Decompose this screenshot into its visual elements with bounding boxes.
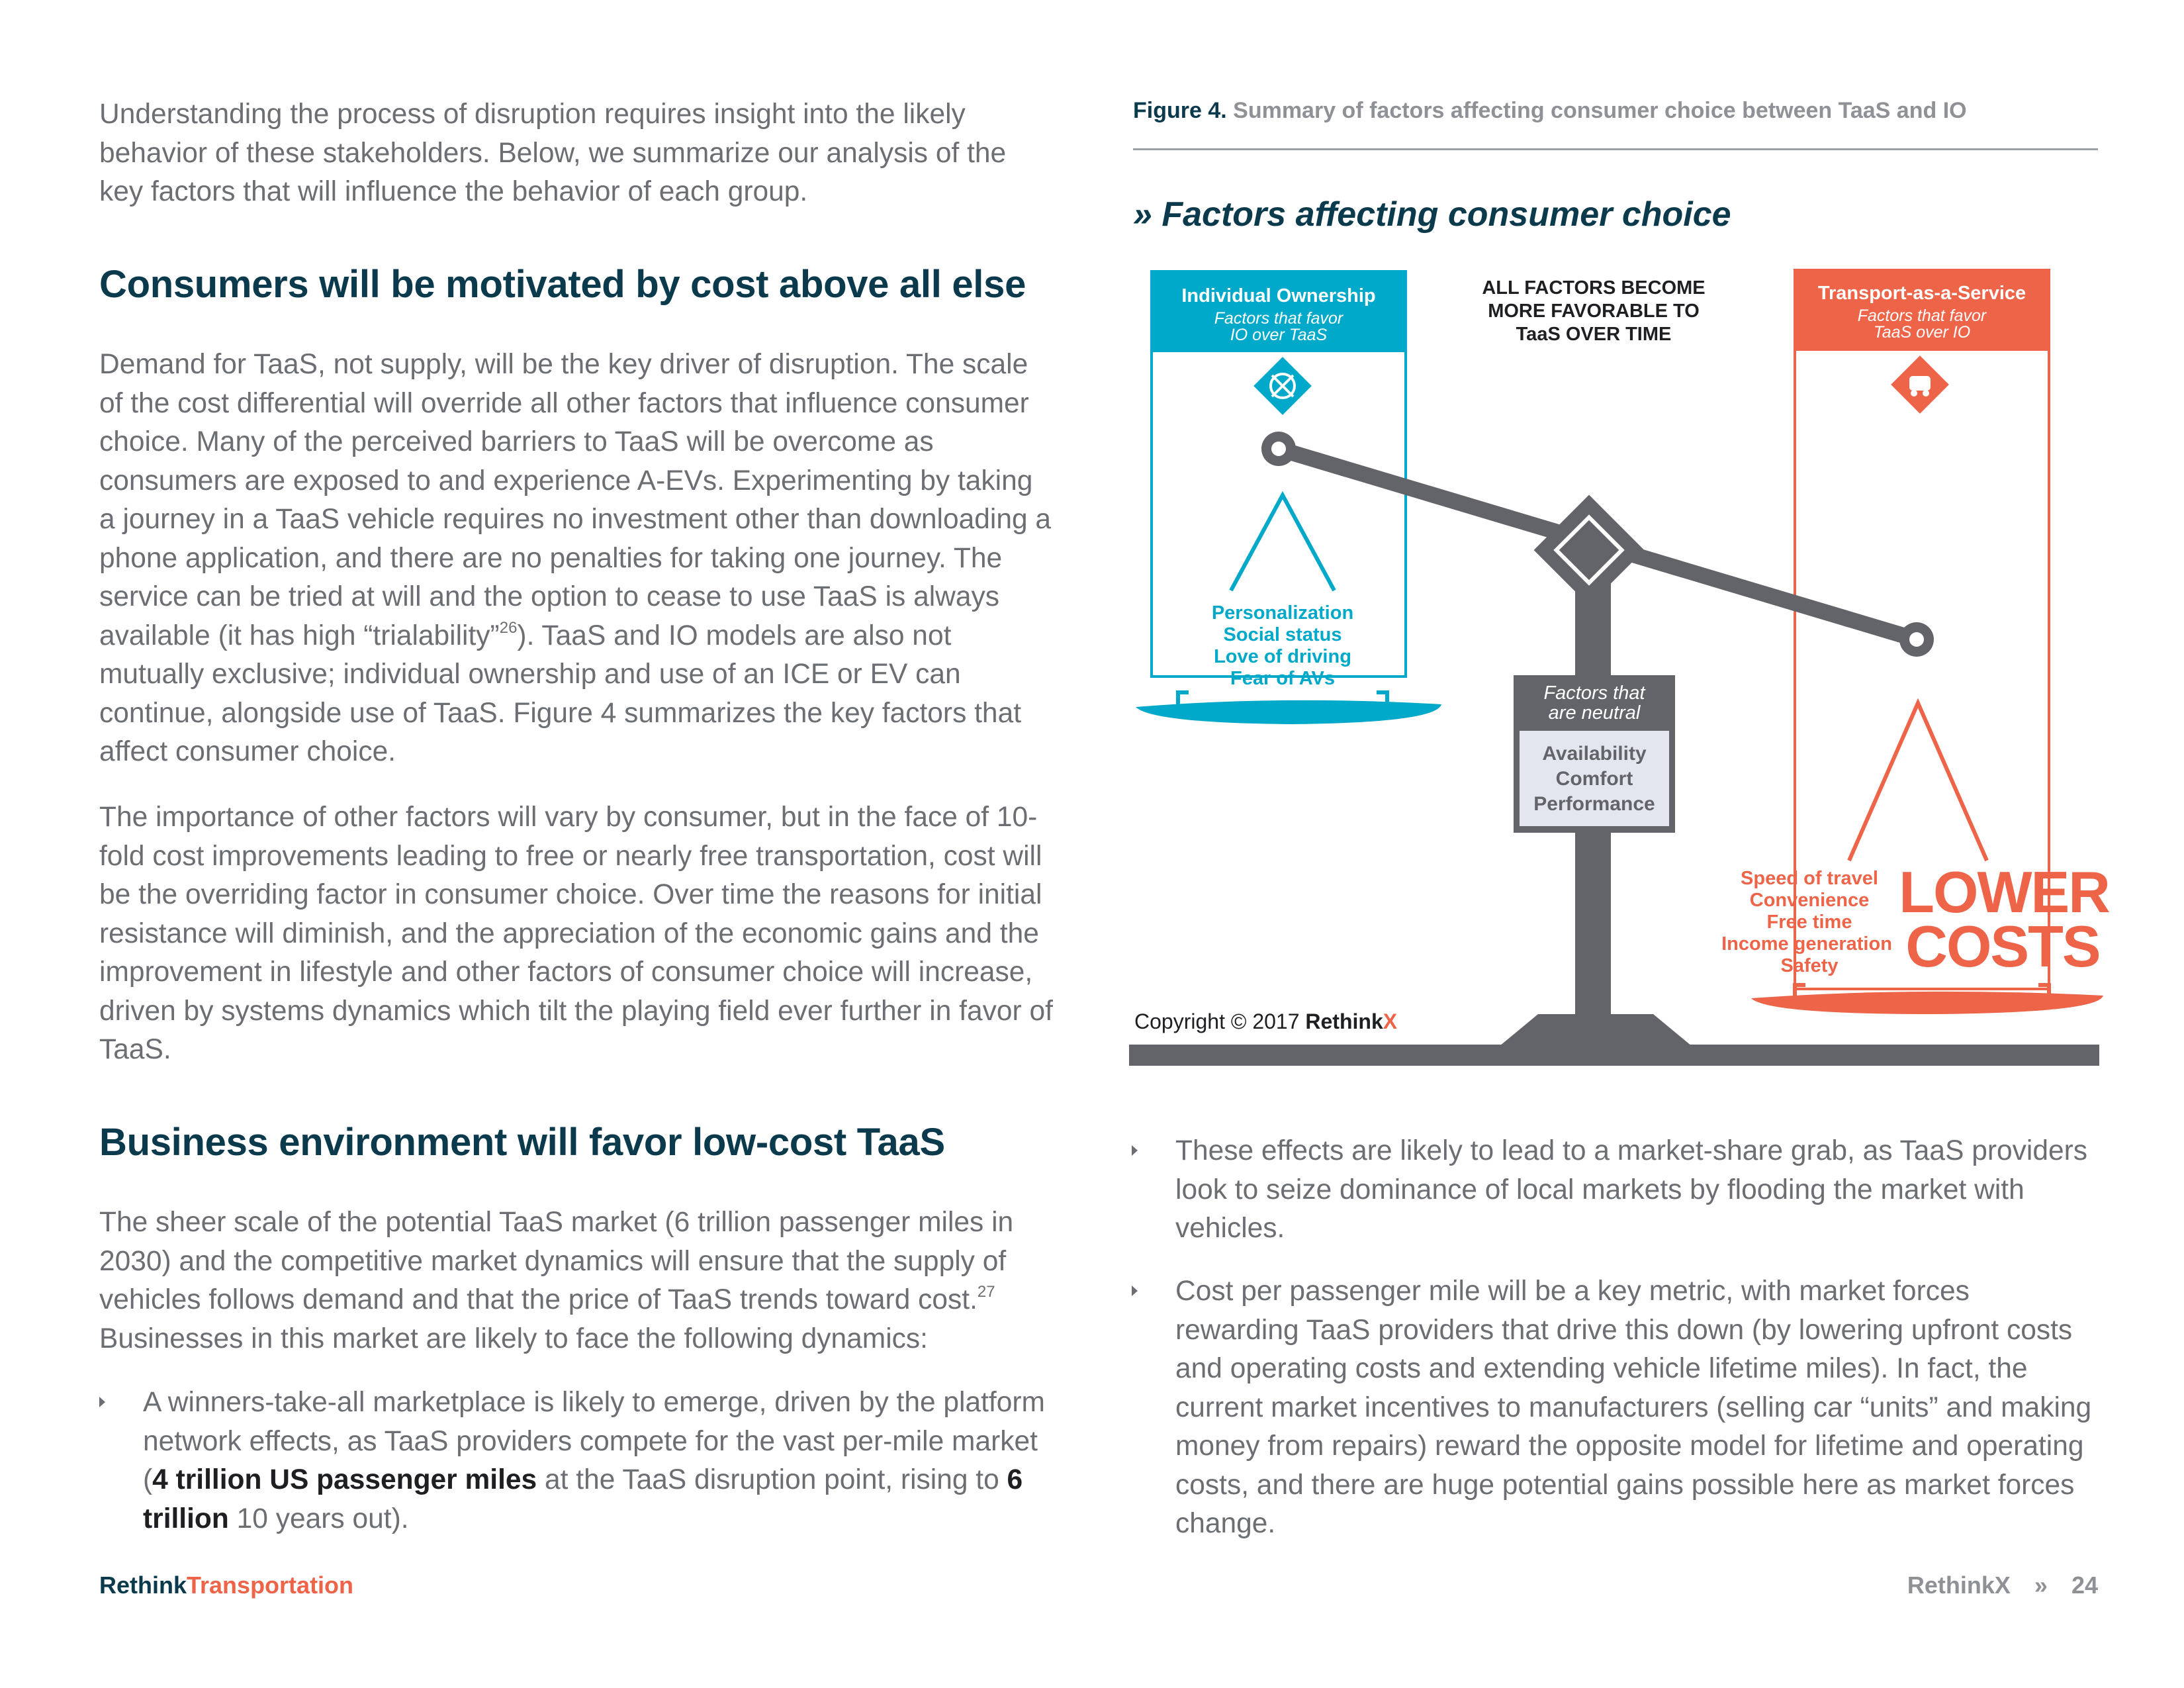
neutral-title-1: Factors that xyxy=(1543,682,1645,704)
taas-factor-2: Convenience xyxy=(1749,890,1870,911)
center-title-1: ALL FACTORS BECOME xyxy=(1482,277,1706,299)
consumer-choice-figure xyxy=(1125,265,2111,1079)
business-paragraph xyxy=(99,1203,1052,1358)
bullet-marker xyxy=(99,1397,105,1407)
footer-brand-rethink: Rethink xyxy=(99,1571,187,1599)
footnote-ref-27[interactable]: 27 xyxy=(977,1283,995,1301)
bullet-text: These effects are likely to lead to a market-share grab, as TaaS providers look to seize dominance of local markets by flooding the market with vehicles. xyxy=(1175,1135,2088,1244)
copyright-text: Copyright © 2017 xyxy=(1134,1009,1306,1033)
bullet-market-share xyxy=(1132,1132,2098,1248)
io-subtitle-1: Factors that favor xyxy=(1214,309,1343,328)
taas-factor-1: Speed of travel xyxy=(1741,868,1878,889)
intro-paragraph: Understanding the process of disruption requires insight into the likely behavior of these stakeholders. Below, we summarize our analysis of the key factors that will influence the behavior of each group. xyxy=(99,99,1007,207)
beam-left-knob-hole xyxy=(1271,442,1286,456)
footnote-ref-26[interactable]: 26 xyxy=(499,618,518,637)
neutral-title-2: are neutral xyxy=(1548,702,1641,724)
scale-base-bar xyxy=(1129,1045,2099,1066)
consumer-paragraph-1 xyxy=(99,346,1052,772)
bullet-text xyxy=(143,1383,1066,1538)
figure-copyright xyxy=(1134,1009,1398,1033)
page-number: 24 xyxy=(2071,1571,2098,1599)
io-pan-handle-left xyxy=(1178,692,1189,704)
business-paragraph-b: Businesses in this market are likely to face the following dynamics: xyxy=(99,1323,928,1354)
io-title: Individual Ownership xyxy=(1181,285,1376,306)
center-title-3: TaaS OVER TIME xyxy=(1516,324,1672,345)
beam-right-knob-hole xyxy=(1909,632,1924,647)
taas-vehicle-icon xyxy=(1891,355,1949,414)
taas-subtitle-1: Factors that favor xyxy=(1857,306,1987,325)
io-weight-triangle xyxy=(1231,495,1334,590)
bullet1-bold-2: 6 trillion xyxy=(143,1464,1023,1534)
figure-description: Summary of factors affecting consumer choice between TaaS and IO xyxy=(1226,98,1967,123)
taas-weight-triangle xyxy=(1849,703,1987,861)
figure-label: Figure 4. xyxy=(1133,98,1227,123)
taas-factor-3: Free time xyxy=(1766,912,1852,933)
neutral-factor-2: Comfort xyxy=(1555,768,1633,790)
io-factor-3: Love of driving xyxy=(1214,646,1351,667)
bullet-marker xyxy=(1132,1145,1138,1156)
copyright-brand: Rethink xyxy=(1305,1009,1383,1033)
bullet-cost-per-mile xyxy=(1132,1272,2098,1544)
footer-rethinkx: RethinkX xyxy=(1907,1571,2011,1599)
io-factor-1: Personalization xyxy=(1211,602,1354,624)
bullet1-bold-1: 4 trillion US passenger miles xyxy=(152,1464,537,1495)
copyright-brand-x: X xyxy=(1383,1009,1398,1033)
consumer-paragraph-1-a: Demand for TaaS, not supply, will be the key driver of disruption. The scale of the cost differential will override all other factors that influence consumer choice. Many of the perceived barriers to TaaS will be overcome as consumers are exposed to and experience A-EVs. Experimenting by taking a journey in a TaaS vehicle requires no investment other than downloading a phone application, and there are no penalties for taking one journey. The service can be tried at will and the option to cease to use TaaS is always available (it has high “trialability” xyxy=(99,349,1052,651)
io-subtitle-2: IO over TaaS xyxy=(1230,326,1328,344)
footer-brand xyxy=(99,1571,353,1599)
taas-factor-5: Safety xyxy=(1780,955,1839,976)
figure-title: » Factors affecting consumer choice xyxy=(1133,195,1731,234)
bullet-marker xyxy=(1132,1286,1138,1296)
scale-base-trapezoid xyxy=(1500,1014,1692,1046)
footer-separator: » xyxy=(2034,1571,2048,1599)
figure-rule xyxy=(1133,148,2098,150)
footer-brand-transportation: Transportation xyxy=(187,1571,354,1599)
bullet1-c: at the TaaS disruption point, rising to xyxy=(537,1464,1007,1495)
lower-label: LOWER xyxy=(1899,859,2109,925)
pivot-diamond xyxy=(1534,495,1645,606)
io-factor-4: Fear of AVs xyxy=(1230,668,1335,689)
bullet-winners-take-all xyxy=(99,1383,1066,1538)
taas-title: Transport-as-a-Service xyxy=(1817,283,2026,304)
io-steering-icon xyxy=(1253,357,1312,415)
heading-business: Business environment will favor low-cost TaaS xyxy=(99,1121,945,1164)
costs-label: COSTS xyxy=(1905,914,2100,979)
business-paragraph-a: The sheer scale of the potential TaaS market (6 trillion passenger miles in 2030) and the competitive market dynamics will ensure that the supply of vehicles follows demand and that the price of TaaS trends toward cost. xyxy=(99,1207,1014,1315)
neutral-factor-1: Availability xyxy=(1542,743,1647,765)
io-factor-2: Social status xyxy=(1223,624,1342,645)
figure-caption xyxy=(1133,98,1967,124)
heading-consumers: Consumers will be motivated by cost above all else xyxy=(99,263,1026,306)
consumer-paragraph-1-b: ). TaaS and IO models are also not mutually exclusive; individual ownership and use of an ICE or EV can continue, alongside use of TaaS. Figure 4 summarizes the key factors that affect consumer choice. xyxy=(99,620,1022,767)
footer-page-info xyxy=(1907,1571,2098,1599)
bullet1-a: A winners-take-all marketplace is likely to emerge, driven by the platform network effects, as TaaS providers compete for the vast per-mile market ( xyxy=(143,1387,1045,1495)
neutral-factor-3: Performance xyxy=(1533,793,1655,815)
taas-factor-4: Income generation xyxy=(1721,933,1892,955)
taas-subtitle-2: TaaS over IO xyxy=(1873,323,1971,342)
bullet-text: Cost per passenger mile will be a key metric, with market forces rewarding TaaS providers that drive this down (by lowering upfront costs and operating costs and extending vehicle lifetime miles). In fact, the current market incentives to manufacturers (selling car “units” and making money from repairs) reward the opposite model for lifetime and operating costs, and there are huge potential gains possible here as market forces change. xyxy=(1175,1276,2092,1539)
bullet1-d: 10 years out). xyxy=(228,1503,409,1534)
consumer-paragraph-2: The importance of other factors will vary by consumer, but in the face of 10-fold cost improvements leading to free or nearly free transportation, cost will be the overriding factor in consumer choice. Over time the reasons for initial resistance will diminish, and the appreciation of the economic gains and the improvement in lifestyle and other factors of consumer choice will increase, driven by systems dynamics which tilt the playing field ever further in favor of TaaS. xyxy=(99,802,1053,1065)
io-scale-pan xyxy=(1136,700,1441,724)
center-title-2: MORE FAVORABLE TO xyxy=(1488,301,1700,322)
